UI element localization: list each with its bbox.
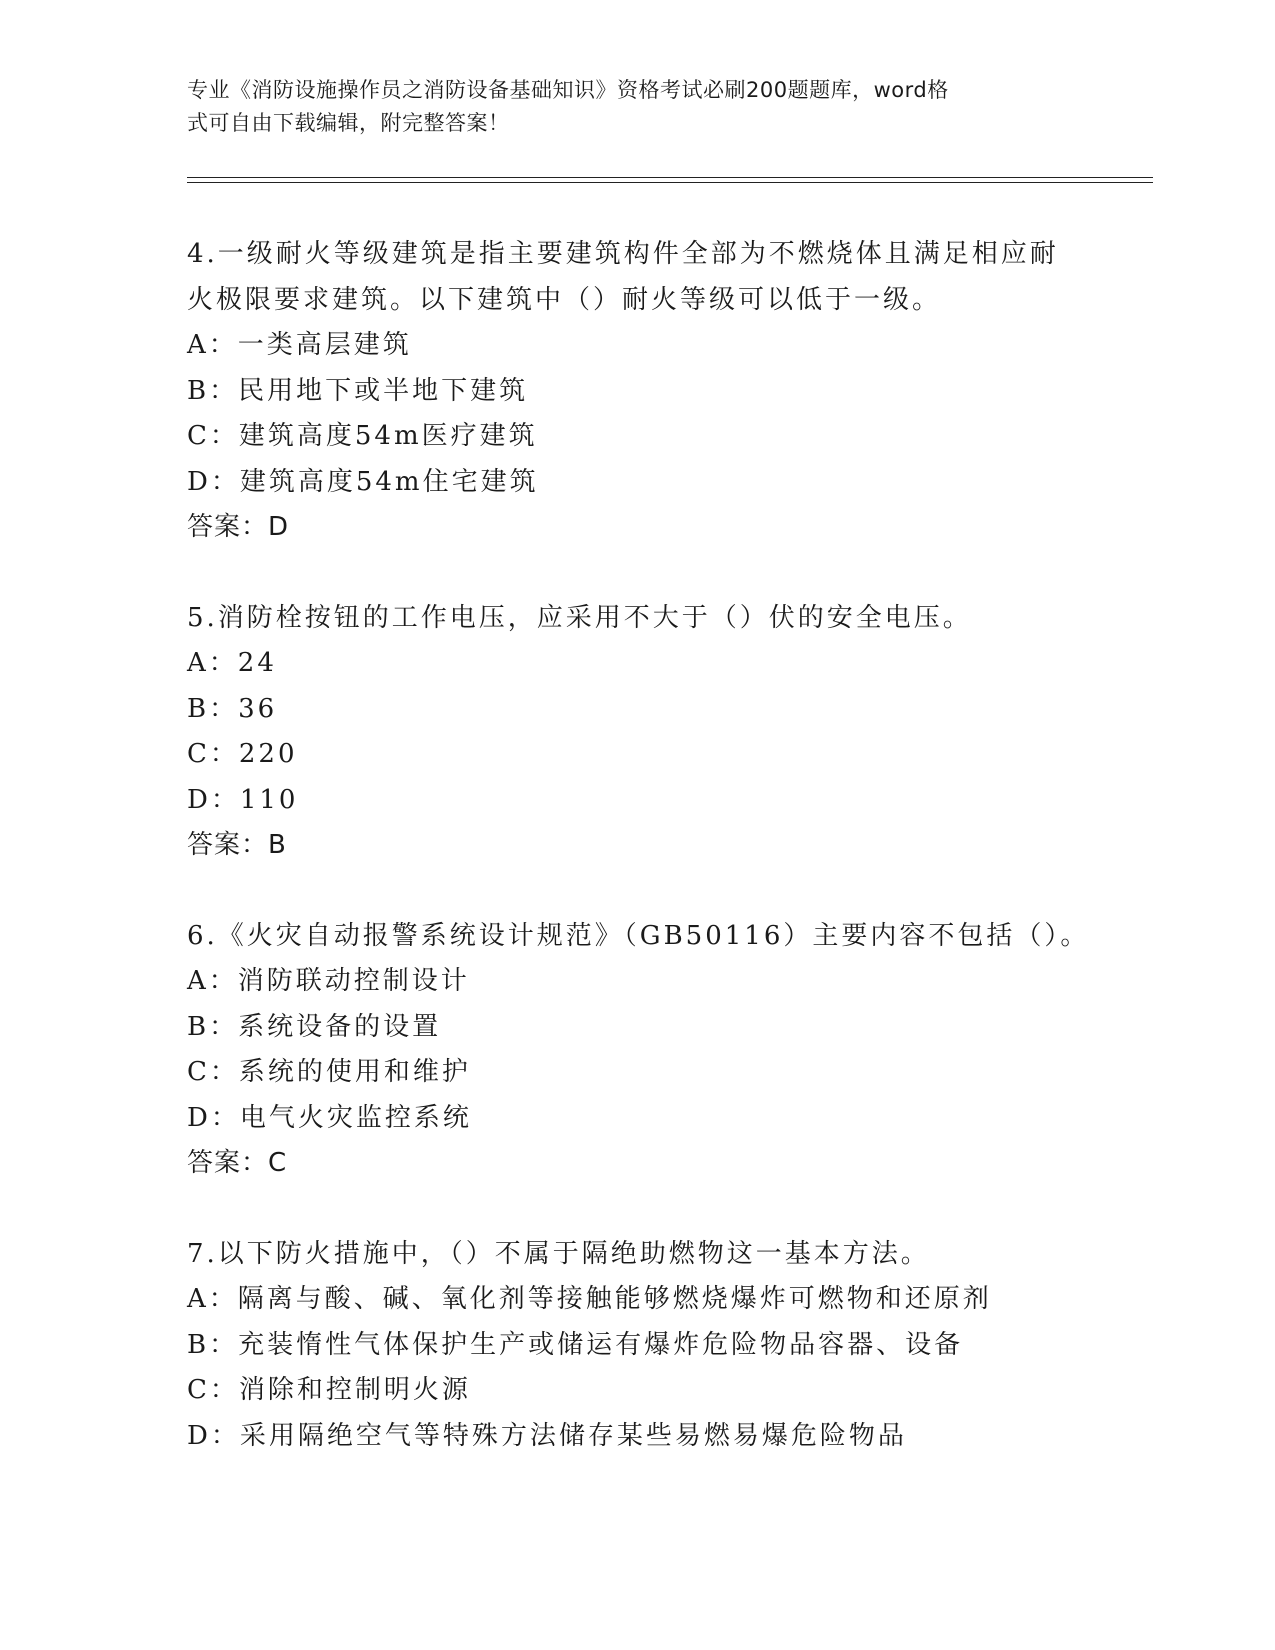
option-b: B：36 — [187, 693, 278, 724]
question-stem: 4.一级耐火等级建筑是指主要建筑构件全部为不燃烧体且满足相应耐 — [187, 239, 1059, 269]
option-d: D：电气火灾监控系统 — [187, 1102, 472, 1133]
option-a: A：24 — [187, 648, 277, 678]
option-d: D：建筑高度54m住宅建筑 — [187, 466, 539, 497]
question-stem: 5.消防栓按钮的工作电压，应采用不大于（）伏的安全电压。 — [187, 602, 972, 633]
option-a: A：消防联动控制设计 — [187, 966, 470, 996]
option-a: A：一类高层建筑 — [187, 330, 412, 360]
option-b: B：系统设备的设置 — [187, 1011, 442, 1042]
question-5 — [187, 596, 1087, 869]
question-stem: 6.《火灾自动报警系统设计规范》（GB50116）主要内容不包括（）。 — [187, 920, 1090, 951]
answer: 答案：C — [187, 1148, 288, 1178]
header-divider-bottom — [187, 182, 1153, 183]
option-d: D：采用隔绝空气等特殊方法储存某些易燃易爆危险物品 — [187, 1420, 907, 1451]
option-b: B：民用地下或半地下建筑 — [187, 375, 529, 406]
document-header — [187, 74, 1067, 140]
question-6 — [187, 914, 1090, 1187]
header-line-1: 专业《消防设施操作员之消防设备基础知识》资格考试必刷200题题库，word格 — [187, 78, 949, 102]
header-divider-top — [187, 177, 1153, 178]
question-4 — [187, 232, 1087, 551]
question-list — [187, 232, 1090, 1504]
header-line-2: 式可自由下载编辑，附完整答案！ — [187, 111, 510, 135]
question-7 — [187, 1232, 1087, 1460]
option-b: B：充装惰性气体保护生产或储运有爆炸危险物品容器、设备 — [187, 1329, 964, 1360]
question-stem: 火极限要求建筑。以下建筑中（）耐火等级可以低于一级。 — [187, 284, 942, 315]
option-c: C：220 — [187, 739, 298, 769]
answer: 答案：D — [187, 512, 290, 542]
option-d: D：110 — [187, 784, 299, 815]
option-c: C：建筑高度54m医疗建筑 — [187, 421, 538, 451]
option-c: C：消除和控制明火源 — [187, 1375, 471, 1405]
question-stem: 7.以下防火措施中，（）不属于隔绝助燃物这一基本方法。 — [187, 1238, 930, 1269]
option-c: C：系统的使用和维护 — [187, 1057, 471, 1087]
option-a: A：隔离与酸、碱、氧化剂等接触能够燃烧爆炸可燃物和还原剂 — [187, 1284, 992, 1314]
answer: 答案：B — [187, 830, 287, 860]
